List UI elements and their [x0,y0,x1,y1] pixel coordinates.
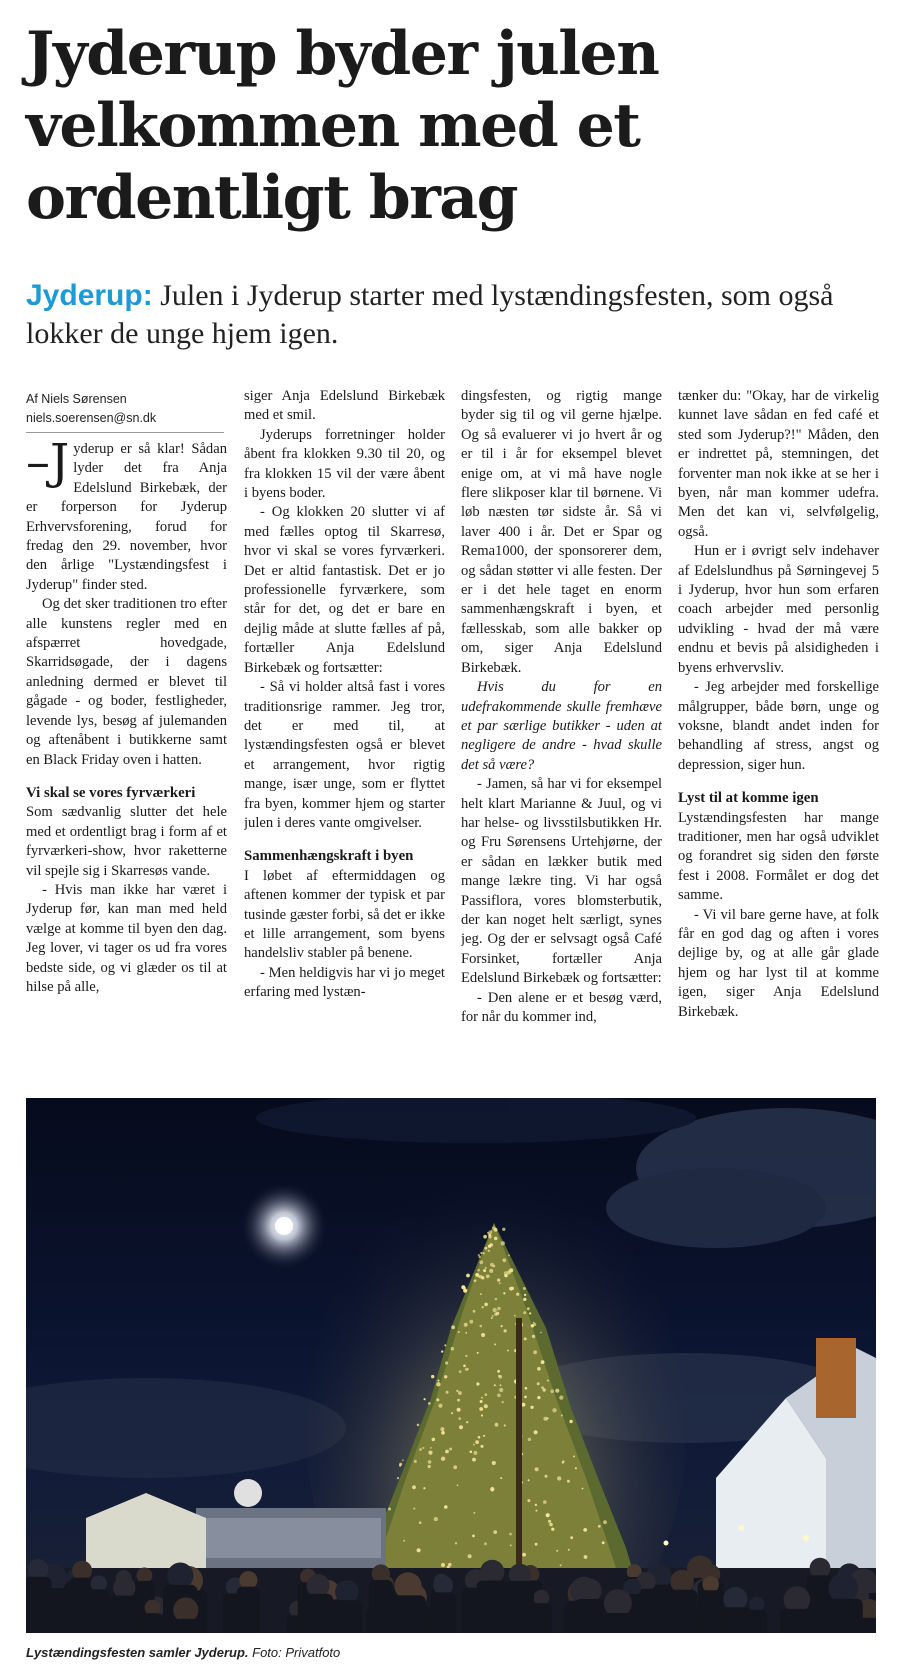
paragraph: - Vi vil bare gerne have, at folk får en god dag og aften i vores dejlige by, og at alle går glade hjem og har lyst til at komme igen, siger Anja Edelslund Birkebæk. [678,906,879,1020]
christmas-tree-photo [26,1098,876,1633]
paragraph: - Jamen, så har vi for eksempel helt klart Marianne & Juul, og vi har helse- og livsstilsbutikken Hr. og Fru Sørensens Urtehjørne, der er sådan en lækker butik med mange lækre ting. Vi har også Passiflora, vores blomsterbutik, der kan noget helt særligt, synes jeg. Og der er selvsagt også Café Forsinket, fortæller Anja Edelslund Birkebæk og fortsætter: [461,776,662,987]
byline-email[interactable]: niels.soerensen@sn.dk [26,411,157,425]
paragraph: Hun er i øvrigt selv indehaver af Edelslundhus på Sørningevej 5 i Jyderup, hvor hun som erfaren coach arbejder med personlig udvikling - hvad der må være endnu et bevis på alsidigheden i byens erhvervsliv. [678,543,879,676]
paragraph: - Og klokken 20 slutter vi af med fælles optog til Skarresø, hvor vi skal se vores fyrværkeri. Det er altid fantastisk. Det er jo professionelle fyrværkere, som står for det, og det er bare en dejlig måde at slutte fælles af på, fortæller Anja Edelslund Birkebæk og fortsætter: [244,504,445,676]
paragraph: - Jeg arbejder med forskellige målgrupper, både børn, unge og voksne, blandt andet inden for behandling af stress, angst og depression, siger hun. [678,679,879,773]
paragraph: Og det sker traditionen tro efter alle kunstens regler med en afspærret hovedgade, Skarridsøgade, der i dagens anledning dermed er blevet til gågade - og boder, festligheder, levende lys, besøg af julemanden og aftenåbent i butikkerne samt en Black Friday oven i hatten. [26,596,227,768]
text-column-3 [461,387,662,1077]
paragraph: Jyderups forretninger holder åbent fra klokken 9.30 til 20, og fra klokken 15 vil der være åbent i byens boder. [244,426,445,502]
photo-caption [26,1644,886,1662]
paragraph: - Så vi holder altså fast i vores traditionsrige rammer. Jeg tror, det er med til, at lystændingsfesten også er blevet et arrangement, hvor rigtig mange, især unge, som er flyttet fra byen, kommer hjem og starter julen i deres vante omgivelser. [244,679,445,831]
paragraph: Som sædvanlig slutter det hele med et ordentligt brag i form af et fyrværkeri-show, hvor raketterne vil spejle sig i Skarresøs vande. [26,804,227,879]
subheading: Vi skal se vores fyrværkeri [26,784,196,801]
paragraph: –J yderup er så klar! Sådan lyder det fra Anja Edelslund Birkebæk, der er forperson for Jyderup Erhvervsforening, forud for fredag den 29. november, hvor den årlige "Lystændingsfest i Jyderup" finder sted. [26,440,227,593]
byline-divider [26,432,224,433]
byline-author: Af Niels Sørensen [26,392,127,406]
text-column-4 [678,387,879,1077]
paragraph: - Men heldigvis har vi jo meget erfaring med lystæn- [244,964,445,1001]
paragraph: - Hvis man ikke har været i Jyderup før, kan man med held vælge at komme til byen den dag. Jeg lover, vi tager os ud fra vores bedste side, og vi glæder os til at hilse på alle, [26,881,227,995]
paragraph: I løbet af eftermiddagen og aftenen kommer der typisk et par tusinde gæster forbi, så det er ikke et lille arrangement, som byens handelsliv stabler på benene. [244,867,445,962]
paragraph: dingsfesten, og rigtig mange byder sig til og vil gerne hjælpe. Og så evaluerer vi jo hvert år og er til i år for eksempel blevet enige om, at vi må have nogle flere slikposer klar til børnene. Vi løb næsten tør sidste år. Så vi laver 400 i år. Det er Spar og Rema1000, der sponsorerer dem, og sådan støtter vi alle festen. Der er i det hele taget en enorm sammenhængskraft i byen, et fællesskab, som alle bakker op om, siger Anja Edelslund Birkebæk. [461,388,662,676]
text-column-1 [26,440,227,1080]
article-headline: Jyderup byder julen velkommen med et ordentligt brag [26,19,659,233]
interview-question: Hvis du for en udefrakommende skulle fremhæve et par særlige butikker - uden at negligere de andre - hvad skulle det så være? [461,679,662,773]
moon [275,1217,293,1235]
paragraph: - Den alene er et besøg værd, for når du kommer ind, [461,989,662,1025]
caption-text: Lystændingsfesten samler Jyderup. [26,1645,249,1660]
lead-kicker: Jyderup: [26,279,153,312]
article-lead [26,277,886,353]
subheading: Lyst til at komme igen [678,790,819,807]
byline [26,390,226,428]
paragraph: Lystændingsfesten har mange traditioner, men har også udviklet og forandret sig siden den første fest i 2008. Formålet er dog det samme. [678,809,879,904]
paragraph: tænker du: "Okay, har de virkelig kunnet lave sådan en fed café et sted som Jyderup?!" Måden, den er indrettet på, stemningen, det forventer man nok ikke at se her i byen, når man kommer udefra. Men det kan vi, selvfølgelig, også. [678,388,879,540]
paragraph: siger Anja Edelslund Birkebæk med et smil. [244,388,445,424]
text-column-2 [244,387,445,1077]
lead-text: Julen i Jyderup starter med lystændingsfesten, som også lokker de unge hjem igen. [26,279,834,350]
drop-cap: –J [26,440,70,490]
caption-credit: Foto: Privatfoto [248,1645,341,1660]
photo-illustration [26,1098,876,1633]
subheading: Sammenhængskraft i byen [244,848,414,865]
